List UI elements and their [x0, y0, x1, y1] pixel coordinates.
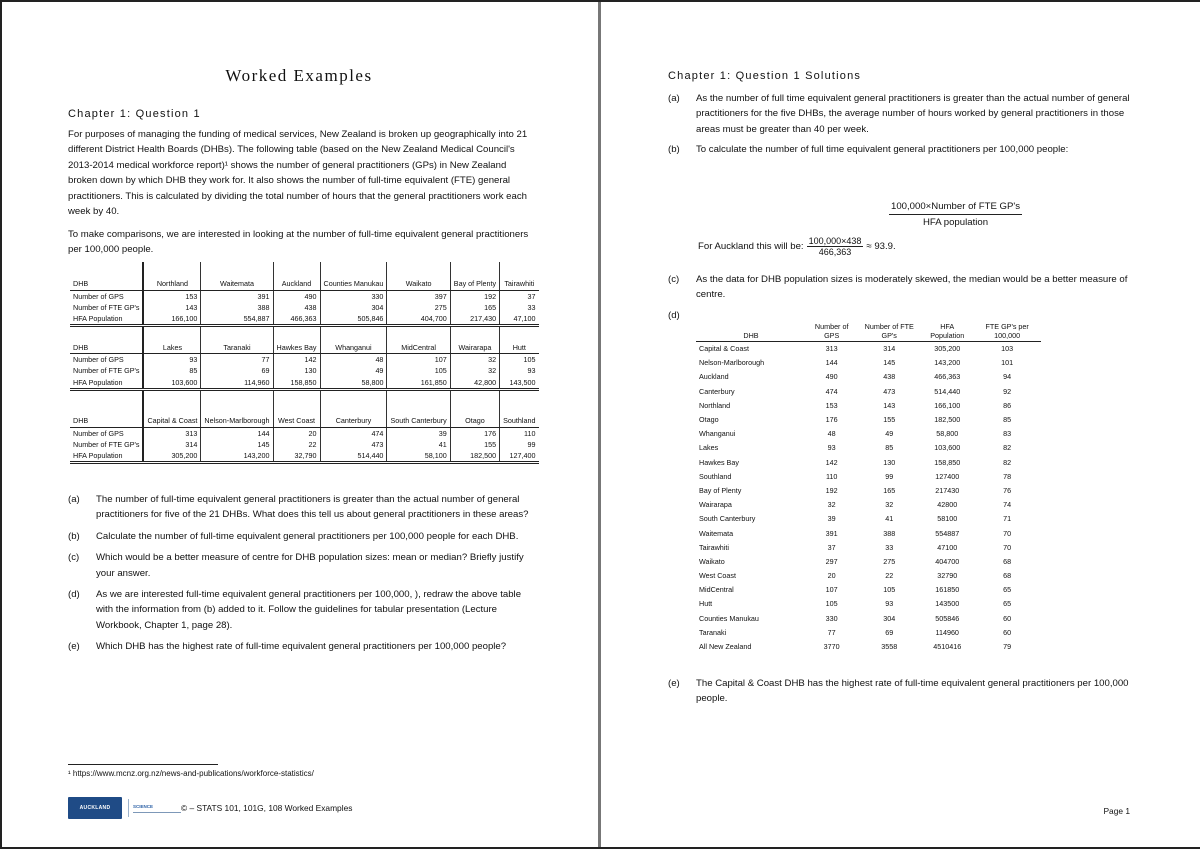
logo-separator: [128, 799, 129, 817]
dhb-column-header: Wairarapa: [450, 326, 499, 354]
table-cell: 217,430: [450, 313, 499, 326]
summary-table-row: [696, 384, 1041, 398]
table-cell: 69: [201, 365, 273, 377]
footer-text: © – STATS 101, 101G, 108 Worked Examples: [181, 803, 353, 813]
table-row: Number of FTE GP's 314 145 22 473 41 155 99: [70, 439, 539, 451]
table-cell: 514,440: [934, 386, 961, 396]
table-cell: 42,800: [450, 377, 499, 390]
question-d: (d) As we are interested full-time equivalent general practitioners per 100,000, ), redraw the above table with the information from (b) added to it. Follow the guidelines for tabular presentation (Lecture Workbook, Chapter 1, page 28).: [68, 589, 522, 631]
table-cell: 176: [825, 415, 838, 425]
table-cell: 99: [527, 439, 536, 449]
answer-d: (d): [668, 310, 680, 321]
table-cell: 37: [827, 542, 836, 552]
table-cell: 41: [387, 439, 450, 451]
table-cell: 466,363: [934, 372, 961, 382]
table-cell: 58,800: [320, 377, 387, 390]
dhb-column-header: Whanganui: [320, 326, 387, 354]
table-cell: 314: [143, 439, 200, 451]
summary-table-header: DHB Number of GPS Number of FTE GP's HFA Population FTE GP's per 100,000: [696, 322, 1041, 342]
dhb-name-cell: Counties Manukau: [699, 613, 759, 623]
table-cell: 69: [885, 627, 894, 637]
summary-table-row: [696, 398, 1041, 412]
table-cell: 68: [1003, 571, 1012, 581]
table-cell: 143,200: [934, 358, 961, 368]
table-cell: 314: [883, 344, 896, 354]
table-row: Number of FTE GP's 143 388 438 304 275 165 33: [70, 302, 539, 314]
table-cell: 58,800: [936, 429, 959, 439]
table-row: HFA Population 103,600 114,960 158,850 58,800 161,850 42,800 143,500: [70, 377, 539, 390]
table-cell: 330: [825, 613, 838, 623]
table-cell: 93: [527, 366, 536, 376]
table-row: Number of FTE GP's 85 69 130 49 105 32 93: [70, 365, 539, 377]
table-cell: 145: [201, 439, 273, 451]
table-cell: 313: [143, 427, 200, 439]
table-cell: 37: [527, 291, 536, 301]
table-cell: 473: [320, 439, 387, 451]
table-cell: 32: [885, 500, 894, 510]
table-cell: 60: [1003, 613, 1012, 623]
table-cell: 77: [827, 627, 836, 637]
dhb-name-cell: Hutt: [699, 599, 713, 609]
table-cell: 165: [450, 302, 499, 314]
summary-table-row: [696, 441, 1041, 455]
table-cell: 103,600: [934, 443, 961, 453]
table-cell: 142: [825, 457, 838, 467]
table-cell: 330: [320, 290, 387, 302]
dhb-name-cell: MidCentral: [699, 585, 734, 595]
table-cell: 143: [143, 302, 200, 314]
question-list: [68, 492, 538, 661]
dhb-column-header: Hawkes Bay: [273, 326, 320, 354]
table-cell: 127400: [935, 471, 960, 481]
table-cell: 166,100: [934, 400, 961, 410]
table-cell: 85: [143, 365, 200, 377]
table-cell: 47100: [937, 542, 958, 552]
dhb-column-header: Southland: [500, 389, 539, 427]
table-cell: 105: [387, 365, 450, 377]
dhb-column-header: MidCentral: [387, 326, 450, 354]
table-cell: 65: [1003, 585, 1012, 595]
table-row: Number of GPS 93 77 142 48 107 32 105: [70, 354, 539, 366]
table-row: HFA Population 166,100 554,887 466,363 505,846 404,700 217,430 47,100: [70, 313, 539, 326]
table-cell: 304: [883, 613, 896, 623]
table-cell: 94: [1003, 372, 1012, 382]
table-cell: 305,200: [143, 450, 200, 463]
table-cell: 490: [273, 290, 320, 302]
dhb-name-cell: Northland: [699, 400, 731, 410]
table-cell: 217430: [935, 485, 960, 495]
dhb-name-cell: Hawkes Bay: [699, 457, 739, 467]
table-cell: 82: [1003, 457, 1012, 467]
dhb-name-cell: Otago: [699, 415, 719, 425]
summary-table-row: [696, 498, 1041, 512]
table-cell: 68: [1003, 556, 1012, 566]
summary-table-row: [696, 526, 1041, 540]
table-cell: 93: [827, 443, 836, 453]
table-cell: 438: [883, 372, 896, 382]
summary-table-row: [696, 342, 1041, 356]
table-cell: 388: [201, 302, 273, 314]
question-b: (b) Calculate the number of full-time equivalent general practitioners per 100,000 people for each DHB.: [68, 530, 519, 542]
table-cell: 3558: [881, 642, 898, 652]
table-row: Number of GPS 153 391 490 330 397 192 37: [70, 290, 539, 302]
table-cell: 33: [527, 302, 536, 312]
table-cell: 33: [885, 542, 894, 552]
dhb-name-cell: Lakes: [699, 443, 719, 453]
table-cell: 114,960: [201, 377, 273, 390]
dhb-name-cell: Auckland: [699, 372, 729, 382]
table-cell: 192: [450, 290, 499, 302]
table-cell: 505,846: [320, 313, 387, 326]
table-cell: 77: [201, 354, 273, 366]
table-cell: 103: [1001, 344, 1014, 354]
table-cell: 32: [450, 365, 499, 377]
dhb-name-cell: Taranaki: [699, 627, 727, 637]
dhb-name-cell: Capital & Coast: [699, 344, 749, 354]
table-cell: 297: [825, 556, 838, 566]
table-cell: 514,440: [320, 450, 387, 463]
page-footer: [68, 797, 352, 819]
dhb-name-cell: Waitemata: [699, 528, 734, 538]
table-cell: 474: [320, 427, 387, 439]
question-e: (e) Which DHB has the highest rate of full-time equivalent general practitioners per 100,000 people?: [68, 641, 507, 653]
table-cell: 105: [825, 599, 838, 609]
solutions-heading: Chapter 1: Question 1 Solutions: [668, 70, 862, 82]
rate-formula: 100,000×Number of FTE GP's HFA population: [891, 201, 1021, 228]
summary-table-row: [696, 455, 1041, 469]
footnote-rule: [68, 764, 218, 765]
question-c: (c) Which would be a better measure of centre for DHB population sizes: mean or median? Briefly justify your answer.: [68, 552, 524, 579]
table-cell: 305,200: [934, 344, 961, 354]
table-cell: 49: [320, 365, 387, 377]
table-cell: 158,850: [273, 377, 320, 390]
dhb-column-header: Counties Manukau: [320, 262, 387, 290]
table-cell: 47,100: [500, 313, 539, 326]
table-cell: 32,790: [273, 450, 320, 463]
table-cell: 165: [883, 485, 896, 495]
dhb-column-header: Nelson-Marlborough: [201, 389, 273, 427]
table-cell: 192: [825, 485, 838, 495]
table-cell: 155: [883, 415, 896, 425]
dhb-name-cell: Whanganui: [699, 429, 736, 439]
table-cell: 70: [1003, 528, 1012, 538]
table-cell: 58,100: [387, 450, 450, 463]
dhb-column-header: Waikato: [387, 262, 450, 290]
summary-table: [696, 322, 1041, 654]
table-cell: 99: [885, 471, 894, 481]
table-cell: 86: [1003, 400, 1012, 410]
table-cell: 554,887: [201, 313, 273, 326]
science-faculty-logo-icon: SCIENCE: [133, 804, 181, 813]
table-cell: 74: [1003, 500, 1012, 510]
table-cell: 182,500: [450, 450, 499, 463]
table-cell: 275: [387, 302, 450, 314]
table-cell: 127,400: [500, 450, 539, 463]
table-cell: 391: [825, 528, 838, 538]
answer-e: (e) The Capital & Coast DHB has the highest rate of full-time equivalent general practitioners per 100,000 people.: [668, 678, 1129, 705]
dhb-name-cell: Tairawhiti: [699, 542, 729, 552]
dhb-column-header: Waitemata: [201, 262, 273, 290]
intro-paragraph-2: To make comparisons, we are interested in looking at the number of full-time equivalent general practitioners per 100,000 people.: [68, 229, 529, 256]
table-cell: 78: [1003, 471, 1012, 481]
dhb-column-header: Otago: [450, 389, 499, 427]
dhb-name-cell: Nelson-Marlborough: [699, 358, 765, 368]
dhb-column-header: South Canterbury: [387, 389, 450, 427]
table-cell: 60: [1003, 627, 1012, 637]
table-cell: 20: [273, 427, 320, 439]
question-heading: Chapter 1: Question 1: [68, 108, 201, 120]
dhb-name-cell: Southland: [699, 471, 732, 481]
table-cell: 490: [825, 372, 838, 382]
table-cell: 182,500: [934, 415, 961, 425]
table-cell: 153: [825, 400, 838, 410]
summary-table-row: [696, 625, 1041, 639]
table-cell: 158,850: [934, 457, 961, 467]
table-header-row: DHB Capital & Coast Nelson-Marlborough West Coast Canterbury South Canterbury Otago Southland: [70, 389, 539, 427]
table-cell: 466,363: [273, 313, 320, 326]
table-cell: 42800: [937, 500, 958, 510]
table-cell: 145: [883, 358, 896, 368]
table-cell: 101: [1001, 358, 1014, 368]
summary-table-row: [696, 569, 1041, 583]
table-cell: 85: [885, 443, 894, 453]
table-cell: 110: [825, 471, 838, 481]
table-cell: 39: [387, 427, 450, 439]
summary-table-row: [696, 639, 1041, 653]
summary-table-row: [696, 512, 1041, 526]
dhb-name-cell: West Coast: [699, 571, 737, 581]
dhb-column-header: West Coast: [273, 389, 320, 427]
university-logo-icon: AUCKLAND: [68, 797, 122, 819]
table-cell: 166,100: [143, 313, 200, 326]
table-cell: 438: [273, 302, 320, 314]
dhb-name-cell: All New Zealand: [699, 642, 752, 652]
table-cell: 161850: [935, 585, 960, 595]
page-left: [0, 0, 598, 849]
table-cell: 41: [885, 514, 894, 524]
table-cell: 48: [827, 429, 836, 439]
table-cell: 32790: [937, 571, 958, 581]
table-cell: 65: [1003, 599, 1012, 609]
answer-c: (c) As the data for DHB population sizes is moderately skewed, the median would be a better measure of centre.: [668, 274, 1128, 301]
table-cell: 130: [273, 365, 320, 377]
table-cell: 85: [1003, 415, 1012, 425]
table-cell: 144: [201, 427, 273, 439]
table-cell: 105: [883, 585, 896, 595]
table-cell: 103,600: [143, 377, 200, 390]
table-cell: 58100: [937, 514, 958, 524]
summary-table-row: [696, 370, 1041, 384]
table-cell: 388: [883, 528, 896, 538]
table-cell: 397: [387, 290, 450, 302]
table-cell: 70: [1003, 542, 1012, 552]
summary-table-row: [696, 583, 1041, 597]
summary-table-row: [696, 483, 1041, 497]
dhb-column-header: Taranaki: [201, 326, 273, 354]
table-cell: 313: [825, 344, 838, 354]
table-cell: 83: [1003, 429, 1012, 439]
table-cell: 20: [827, 571, 836, 581]
table-cell: 105: [523, 355, 536, 364]
table-cell: 32: [450, 354, 499, 366]
footnote-link[interactable]: ¹ https://www.mcnz.org.nz/news-and-publications/workforce-statistics/: [68, 769, 314, 778]
summary-table-row: [696, 469, 1041, 483]
table-cell: 153: [143, 290, 200, 302]
table-cell: 143,500: [500, 377, 539, 390]
table-header-row: DHB Northland Waitemata Auckland Counties Manukau Waikato Bay of Plenty Tairawhiti: [70, 262, 539, 290]
document-title: Worked Examples: [225, 66, 373, 85]
table-cell: 142: [273, 354, 320, 366]
table-cell: 39: [827, 514, 836, 524]
table-cell: 107: [387, 354, 450, 366]
dhb-column-header: Northland: [143, 262, 200, 290]
table-cell: 71: [1003, 514, 1012, 524]
table-cell: 391: [201, 290, 273, 302]
table-cell: 473: [883, 386, 896, 396]
table-cell: 474: [825, 386, 838, 396]
dhb-name-cell: Bay of Plenty: [699, 485, 742, 495]
table-cell: 93: [885, 599, 894, 609]
summary-table-row: [696, 554, 1041, 568]
dhb-column-header: Auckland: [273, 262, 320, 290]
page-right: [601, 0, 1200, 849]
table-cell: 93: [143, 354, 200, 366]
dhb-name-cell: Waikato: [699, 556, 725, 566]
dhb-column-header: Capital & Coast: [143, 389, 200, 427]
dhb-column-header: Hutt: [500, 326, 539, 354]
answer-b: (b) To calculate the number of full time equivalent general practitioners per 100,000 people:: [668, 144, 1069, 155]
summary-table-row: [696, 597, 1041, 611]
table-header-row: DHB Lakes Taranaki Hawkes Bay Whanganui MidCentral Wairarapa Hutt: [70, 326, 539, 354]
table-cell: 554887: [935, 528, 960, 538]
table-cell: 82: [1003, 443, 1012, 453]
table-cell: 79: [1003, 642, 1012, 652]
table-cell: 114960: [935, 627, 959, 637]
table-cell: 143500: [935, 599, 960, 609]
auckland-example: For Auckland this will be: $\frac{100,000\times 438}{466,363}$ ≈ 93.9.: [698, 236, 896, 257]
table-cell: 161,850: [387, 377, 450, 390]
dhb-column-header: Bay of Plenty: [450, 262, 499, 290]
table-cell: 176: [450, 427, 499, 439]
table-cell: 22: [885, 571, 894, 581]
summary-table-row: [696, 412, 1041, 426]
table-cell: 304: [320, 302, 387, 314]
dhb-column-header: Canterbury: [320, 389, 387, 427]
question-a: (a) The number of full-time equivalent general practitioners is greater than the actual number of general practitioners for five of the 21 DHBs. What does this tell us about general practitioners in these areas?: [68, 494, 529, 521]
table-cell: 107: [825, 585, 838, 595]
table-cell: 155: [450, 439, 499, 451]
summary-table-row: [696, 356, 1041, 370]
table-cell: 404,700: [387, 313, 450, 326]
table-cell: 76: [1003, 485, 1012, 495]
table-cell: 130: [883, 457, 896, 467]
summary-table-row: [696, 427, 1041, 441]
dhb-name-cell: Wairarapa: [699, 500, 732, 510]
intro-paragraph-1: For purposes of managing the funding of medical services, New Zealand is broken up geographically into 21 different District Health Boards (DHBs). The following table (based on the New Zealand Medical Council's 2013-2014 medical workforce report)¹ shows the number of general practitioners (GPs) in New Zealand broken down by which DHB they work for. It also shows the number of full-time equivalent (FTE) general practitioners. This is calculated by dividing the total number of hours that the general practitioners work each week by 40.: [68, 129, 528, 218]
table-row: Number of GPS 313 144 20 474 39 176 110: [70, 427, 539, 439]
answer-a: (a) As the number of full time equivalent general practitioners is greater than the actual number of general practitioners for the five DHBs, the average number of hours worked by general practitioners in those areas must be greater than 40 per week.: [668, 93, 1130, 135]
table-cell: 3770: [823, 642, 840, 652]
summary-table-row: [696, 611, 1041, 625]
table-cell: 404700: [935, 556, 960, 566]
table-row: HFA Population 305,200 143,200 32,790 514,440 58,100 182,500 127,400: [70, 450, 539, 463]
dhb-data-table: [70, 262, 539, 464]
table-cell: 505846: [935, 613, 960, 623]
table-cell: 49: [885, 429, 894, 439]
summary-table-row: [696, 540, 1041, 554]
table-cell: 110: [524, 428, 536, 438]
table-cell: 92: [1003, 386, 1012, 396]
table-cell: 275: [883, 556, 896, 566]
table-cell: 4510416: [933, 642, 962, 652]
table-cell: 48: [320, 354, 387, 366]
table-cell: 32: [827, 500, 836, 510]
table-cell: 143: [883, 400, 896, 410]
dhb-column-header: Lakes: [143, 326, 200, 354]
table-cell: 22: [273, 439, 320, 451]
dhb-name-cell: Canterbury: [699, 386, 735, 396]
dhb-name-cell: South Canterbury: [699, 514, 756, 524]
dhb-column-header: Tairawhiti: [500, 262, 539, 290]
page-number: Page 1: [1103, 806, 1130, 816]
table-cell: 144: [825, 358, 838, 368]
table-cell: 143,200: [201, 450, 273, 463]
